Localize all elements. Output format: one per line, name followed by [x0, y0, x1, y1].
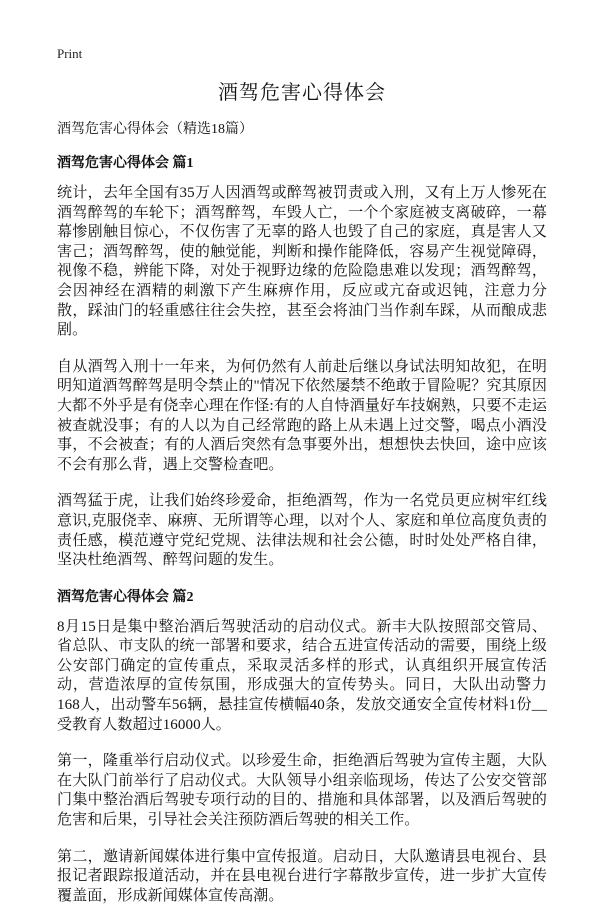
section-heading: 酒驾危害心得体会 篇1: [57, 156, 194, 171]
paragraph: 自从酒驾入刑十一年来，为何仍然有人前赴后继以身试法明知故犯，在明明知道酒驾醉驾是明令禁止的"情况下依然屡禁不绝敢于冒险呢？究其原因大都不外乎是有侥幸心理在作怪:有的人自恃酒量好车技娴熟，只要不走运被查就没事；有的人以为自己经常跑的路上从未遇上过交警，喝点小酒没事，不会被查；有的人酒后突然有急事要外出，想想快去快回，途中应该不会有那么背，遇上交警检查吧。: [57, 358, 547, 473]
document-subtitle: 酒驾危害心得体会（精选18篇）: [57, 122, 253, 137]
document-title: 酒驾危害心得体会: [218, 82, 386, 104]
paragraph: 统计，去年全国有35万人因酒驾或醉驾被罚责或入刑，又有上万人惨死在酒驾醉驾的车轮下；酒驾醉驾，车毁人亡，一个个家庭被支离破碎，一幕幕惨剧触目惊心，不仅伤害了无辜的路人也毁了自己的家庭，真是害人又害己；酒驾醉驾，使的触觉能，判断和操作能降低，容易产生视觉障碍，视像不稳，辨能下降，对处于视野边缘的危险隐患难以发现；酒驾醉驾，会因神经在酒精的刺激下产生麻痹作用，反应或亢奋或迟钝，注意力分散，踩油门的轻重感往往会失控，甚至会将油门当作刹车踩，从而酿成悲剧。: [57, 185, 547, 339]
print-link[interactable]: Print: [57, 46, 83, 61]
paragraph: 第一，隆重举行启动仪式。以珍爱生命，拒绝酒后驾驶为宣传主题，大队在大队门前举行了启动仪式。大队领导小组亲临现场，传达了公安交管部门集中整治酒后驾驶专项行动的目的、措施和具体部署，以及酒后驾驶的危害和后果，引导社会关注预防酒后驾驶的相关工作。: [57, 753, 547, 829]
document-body: [57, 78, 547, 923]
paragraph: 8月15日是集中整治酒后驾驶活动的启动仪式。新丰大队按照部交管局、省总队、市支队的统一部署和要求，结合五进宣传活动的需要，围绕上级公安部门确定的宣传重点，采取灵活多样的形式，认真组织开展宣传活动，营造浓厚的宣传氛围，形成强大的宣传势头。同日，大队出动警力168人，出动警车56辆，悬挂宣传横幅40条，发放交通安全宣传材料1份__受教育人数超过16000人。: [57, 618, 547, 733]
paragraph: 酒驾猛于虎，让我们始终珍爱命，拒绝酒驾，作为一名党员更应树牢红线意识,克服侥幸、麻痹、无所谓等心理，以对个人、家庭和单位高度负责的责任感，模范遵守党纪党规、法律法规和社会公德，时时处处严格自律，坚决杜绝酒驾、醉驾问题的发生。: [57, 493, 547, 569]
section-heading: 酒驾危害心得体会 篇2: [57, 589, 194, 605]
paragraph: 第二，邀请新闻媒体进行集中宣传报道。启动日，大队邀请县电视台、县报记者跟踪报道活动，并在县电视台进行字幕散步宣传，进一步扩大宣传覆盖面，形成新闻媒体宣传高潮。: [57, 848, 547, 904]
